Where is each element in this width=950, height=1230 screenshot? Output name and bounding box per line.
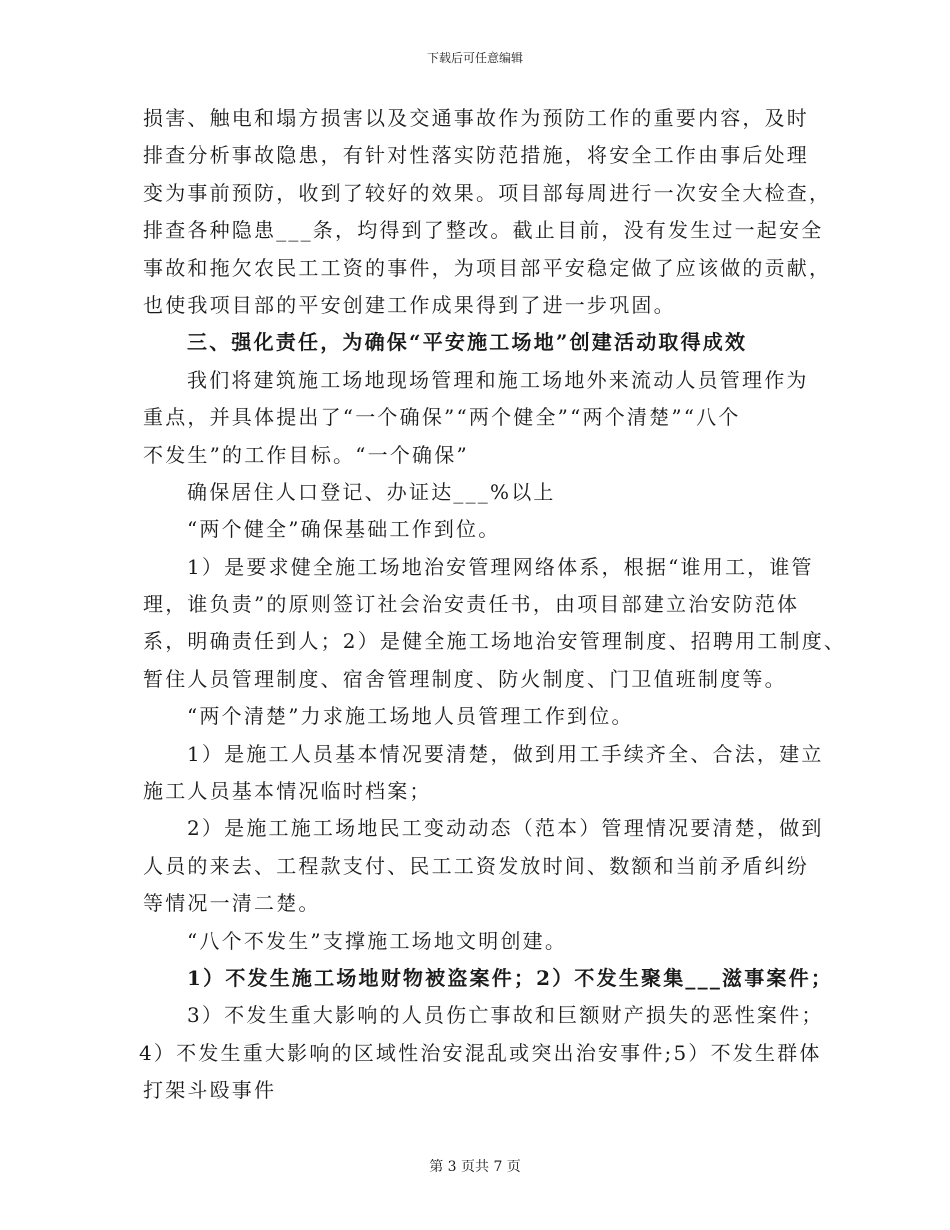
body-line: 暂住人员管理制度、宿舍管理制度、防火制度、门卫值班制度等。 [143, 666, 787, 691]
body-line: “八个不发生”支撑施工场地文明创建。 [187, 928, 568, 953]
body-line: “两个健全”确保基础工作到位。 [187, 517, 501, 542]
body-line: 排查分析事故隐患，有针对性落实防范措施，将安全工作由事后处理 [143, 143, 809, 168]
body-line: 等情况一清二楚。 [143, 891, 321, 916]
body-line: 事故和拖欠农民工工资的事件，为项目部平安稳定做了应该做的贡献， [143, 255, 832, 280]
page-number: 第 3 页共 7 页 [429, 1159, 521, 1175]
body-line: 2）是施工施工场地民工变动动态（范本）管理情况要清楚，做到 [187, 816, 824, 841]
body-line: 4）不发生重大影响的区域性治安混乱或突出治安事件;5）不发生群体 [139, 1040, 822, 1065]
section-heading: 三、强化责任，为确保“平安施工场地”创建活动取得成效 [187, 330, 748, 355]
page-header-note: 下载后可任意编辑 [426, 51, 523, 65]
body-line: “两个清楚”力求施工场地人员管理工作到位。 [187, 704, 634, 729]
body-line: 也使我项目部的平安创建工作成果得到了进一步巩固。 [143, 292, 676, 317]
body-line: 理，谁负责”的原则签订社会治安责任书，由项目部建立治安防范体 [143, 592, 800, 617]
body-line: 打架斗殴事件 [143, 1078, 277, 1103]
document-body [139, 105, 847, 1115]
body-line: 人员的来去、工程款支付、民工工资发放时间、数额和当前矛盾纠纷 [143, 853, 809, 878]
body-line: 我们将建筑施工场地现场管理和施工场地外来流动人员管理作为 [187, 367, 809, 392]
body-line-bold: 1）不发生施工场地财物被盗案件；2）不发生聚集___滋事案件； [187, 965, 834, 990]
body-line: 确保居住人口登记、办证达___%以上 [187, 479, 556, 504]
body-line: 变为事前预防，收到了较好的效果。项目部每周进行一次安全大检查， [143, 180, 832, 205]
body-line: 施工人员基本情况临时档案； [143, 779, 432, 804]
body-line: 重点，并具体提出了“一个确保”“两个健全”“两个清楚”“八个 [143, 405, 741, 430]
body-line: 1）是施工人员基本情况要清楚，做到用工手续齐全、合法，建立 [187, 741, 824, 766]
body-line: 排查各种隐患___条，均得到了整改。截止目前，没有发生过一起安全 [143, 218, 824, 243]
body-line: 不发生”的工作目标。“一个确保” [143, 442, 469, 467]
body-line: 损害、触电和塌方损害以及交通事故作为预防工作的重要内容，及时 [143, 106, 809, 130]
body-line: 系，明确责任到人；2）是健全施工场地治安管理制度、招聘用工制度、 [143, 629, 847, 654]
body-line: 3）不发生重大影响的人员伤亡事故和巨额财产损失的恶性案件； [187, 1003, 824, 1028]
body-line: 1）是要求健全施工场地治安管理网络体系，根据“谁用工，谁管 [187, 554, 814, 579]
